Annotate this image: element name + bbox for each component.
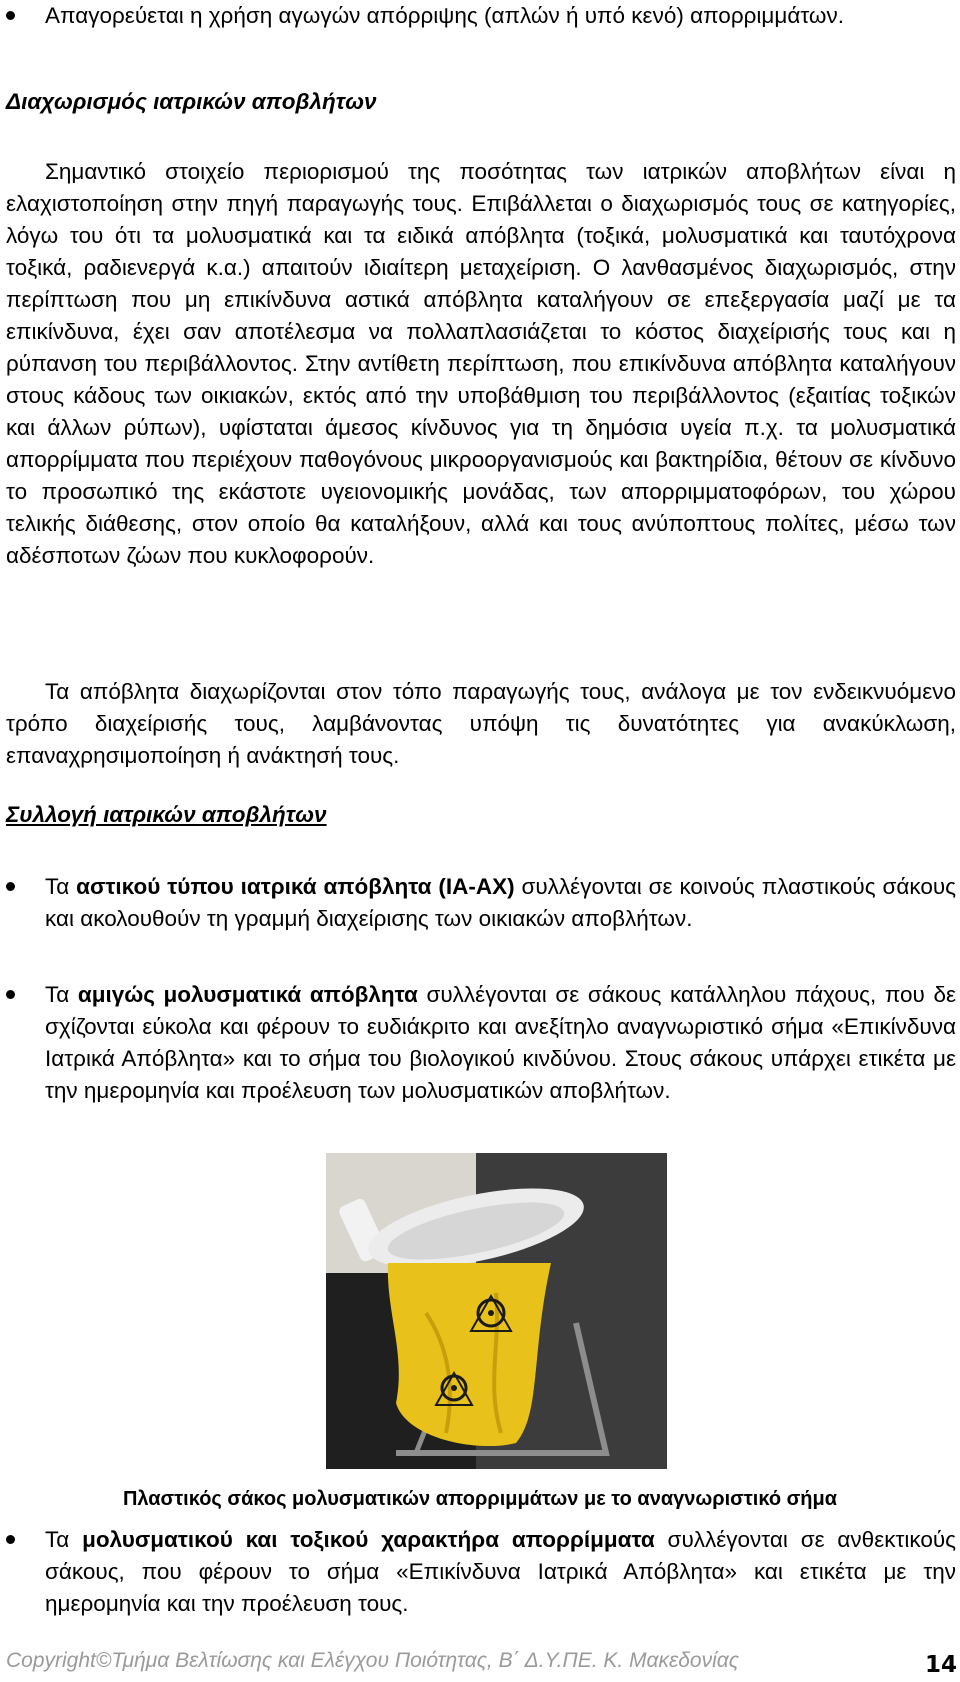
section-heading-separation: Διαχωρισμός ιατρικών αποβλήτων [6,89,377,114]
bullet-dot [6,1535,15,1544]
paragraph-separation-2-text: Τα απόβλητα διαχωρίζονται στον τόπο παραγωγής τους, ανάλογα με τον ενδεικνυόμενο τρόπο διαχείρισής τους, λαμβάνοντας υπόψη τις δυνατότητες για ανακύκλωση, επαναχρησιμοποίηση ή ανάκτησή τους. [6,679,956,768]
bullet-prefix: Τα [45,982,78,1007]
collection-bullet-1-text [45,871,956,935]
bullet-bold-term: αμιγώς μολυσματικά απόβλητα [77,982,418,1007]
collection-bullet-3-text [45,1524,956,1620]
paragraph-separation-2 [6,676,956,772]
biohazard-bag-illustration [326,1153,667,1469]
figure-caption: Πλαστικός σάκος μολυσματικών απορριμμάτων με το αναγνωριστικό σήμα [122,1488,838,1510]
bullet-dot [6,11,15,20]
top-bullet-text: Απαγορεύεται η χρήση αγωγών απόρριψης (απλών ή υπό κενό) απορριμμάτων. [45,3,844,28]
bullet-bold-term: αστικού τύπου ιατρικά απόβλητα (ΙΑ-ΑΧ) [76,874,515,899]
collection-bullet-2-text [45,979,956,1107]
paragraph-separation-1 [6,156,956,572]
bullet-dot [6,882,15,891]
biohazard-bag-photo [326,1153,667,1469]
paragraph-separation-1-text: Σημαντικό στοιχείο περιορισμού της ποσότητας των ιατρικών αποβλήτων είναι η ελαχιστοποίηση στην πηγή παραγωγής τους. Επιβάλλεται ο διαχωρισμός τους σε κατηγορίες, λόγω του ότι τα μολυσματικά και τα ειδικά απόβλητα (τοξικά, μολυσματικά και ταυτόχρονα τοξικά, ραδιενεργά κ.α.) απαιτούν ιδιαίτερη μεταχείριση. Ο λανθασμένος διαχωρισμός, στην περίπτωση που μη επικίνδυνα αστικά απόβλητα καταλήγουν σε επεξεργασία μαζί με τα επικίνδυνα, έχει σαν αποτέλεσμα να πολλαπλασιάζεται το κόστος διαχείρισής τους και η ρύπανση του περιβάλλοντος. Στην αντίθετη περίπτωση, που επικίνδυνα απόβλητα καταλήγουν στους κάδους των οικιακών, εκτός από την υποβάθμιση του περιβάλλοντος (εξαιτίας τοξικών και άλλων ρύπων), υφίσταται άμεσος κίνδυνος για τη δημόσια υγεία π.χ. τα μολυσματικά απορρίμματα που περιέχουν παθογόνους μικροοργανισμούς και βακτηρίδια, θέτουν σε κίνδυνο το προσωπικό της εκάστοτε υγειονομικής μονάδας, των απορριμματοφόρων, του χώρου τελικής διάθεσης, στον οποίο θα καταλήξουν, αλλά και τους ανύποπτους πολίτες, μέσω των αδέσποτων ζώων που κυκλοφορούν. [6,159,956,568]
bullet-rest: συλλέγονται σε σάκους κατάλληλου πάχους, που δε σχίζονται εύκολα και φέρουν το ευδιάκριτο και ανεξίτηλο αναγνωριστικό σήμα «Επικίνδυνα Ιατρικά Απόβλητα» και το σήμα του βιολογικού κινδύνου. Στους σάκους υπάρχει ετικέτα με την ημερομηνία και προέλευση των μολυσματικών αποβλήτων. [45,982,957,1103]
bullet-dot [6,990,15,999]
bullet-prefix: Τα [45,1527,83,1552]
bullet-prefix: Τα [45,874,77,899]
bullet-bold-term: μολυσματικού και τοξικού χαρακτήρα απορρίμματα [82,1527,655,1552]
bullet-rest: συλλέγονται σε κοινούς πλαστικούς σάκους και ακολουθούν τη γραμμή διαχείρισης των οικιακών αποβλήτων. [45,874,956,931]
page-number: 14 [924,1652,957,1678]
footer-copyright: Copyright©Τμήμα Βελτίωσης και Ελέγχου Ποιότητας, Β΄ Δ.Υ.ΠΕ. Κ. Μακεδονίας [6,1649,739,1672]
section-heading-collection: Συλλογή ιατρικών αποβλήτων [6,802,327,827]
bullet-rest: συλλέγονται σε ανθεκτικούς σάκους, που φέρουν το σήμα «Επικίνδυνα Ιατρικά Απόβλητα» και ετικέτα με την ημερομηνία και την προέλευση τους. [45,1527,957,1616]
